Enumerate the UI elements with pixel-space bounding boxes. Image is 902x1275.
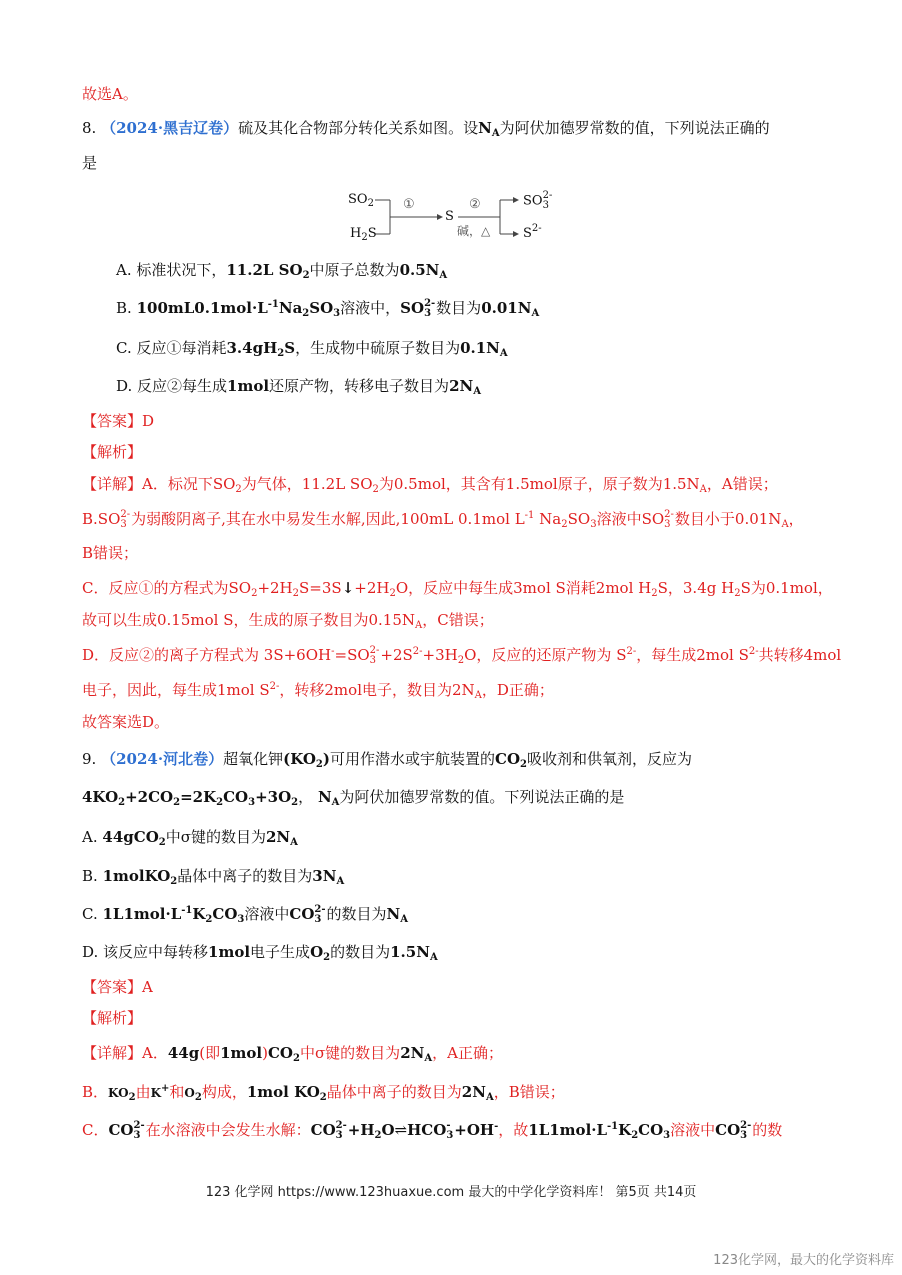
q9-analysis-heading: 【解析】 bbox=[82, 1009, 143, 1027]
q9-option-b: B. 1molKO$_2$晶体中离子的数目为$3N_A$ bbox=[82, 867, 345, 887]
step1-label: ① bbox=[403, 197, 415, 212]
q9-stem-line1: 9. （2024·河北卷）超氧化钾$(KO_2)$可用作潜水或宇航装置的$CO_2$吸收剂和供氧剂，反应为 bbox=[82, 750, 692, 770]
q9-answer: 【答案】A bbox=[82, 978, 153, 996]
step2-label: ② bbox=[469, 197, 481, 212]
q8-detail-c: C．反应①的方程式为$SO_2+2H_2S=3S↓+2H_2O$，反应中每生成3mol S消耗2mol $H_2S$，3.4g $H_2S$为0.1mol， bbox=[82, 579, 833, 599]
so3-label: SO 2- 3 bbox=[523, 190, 553, 211]
q9-detail-a: 【详解】A．44g(即$1mol)CO_2$中σ键的数目为$2N_A$，A正确； bbox=[82, 1044, 503, 1064]
q8-stem-line2: 是 bbox=[82, 154, 98, 172]
q9-detail-b: B．$KO_2$由K+和$O_2$构成，1mol $KO_2$晶体中离子的数目为$2N_A$，B错误； bbox=[82, 1083, 565, 1103]
q8-detail-b2: B错误； bbox=[82, 544, 139, 562]
page-footer: 123 化学网 https://www.123huaxue.com 最大的中学化学资料库！ 第5页 共14页 bbox=[205, 1185, 697, 1200]
q8-answer: 【答案】D bbox=[82, 412, 155, 430]
watermark: 123化学网，最大的化学资料库 bbox=[713, 1253, 894, 1268]
q8-detail-c2: 故可以生成0.15mol S，生成的原子数目为$0.15N_A$，C错误； bbox=[82, 611, 494, 631]
so2-label: $SO_2$ bbox=[348, 192, 374, 209]
s-label: S bbox=[445, 209, 454, 224]
q8-option-d: D. 反应②每生成1mol还原产物，转移电子数目为$2N_A$ bbox=[116, 377, 481, 397]
equilibrium-arrow-icon: ⇌ bbox=[394, 1121, 408, 1139]
q9-option-c: C. $1L1mol\cdot L^{-1}K_2CO_3$溶液中CO 2- 3 的数目为$N_A$ bbox=[82, 904, 409, 925]
q9-option-d: D. 该反应中每转移1mol电子生成$O_2$的数目为$1.5N_A$ bbox=[82, 943, 438, 963]
q8-detail-d2: 电子，因此，每生成1mol $S^{2-}$，转移2mol电子，数目为$2N_A$，D正确； bbox=[82, 681, 554, 701]
q9-detail-c: C．CO 2- 3 在水溶液中会发生水解：CO 2- 3 $+H_2O\rightleftharpoons HCO$ - 3 +OH-，故$1L1mol\cdot L^{-1}K_2CO_3$溶液中CO 2- 3 的数 bbox=[82, 1120, 783, 1141]
s2-label: $S^{2-}$ bbox=[523, 223, 542, 241]
condition-label: 碱，△ bbox=[457, 224, 491, 238]
q8-option-a: A. 标准状况下，11.2L $SO_2$中原子总数为$0.5N_A$ bbox=[116, 261, 448, 281]
q8-detail-b: B.SO 2- 3 为弱酸阴离子,其在水中易发生水解,因此,100mL 0.1mol $L^{-1}$ $Na_2SO_3$溶液中SO 2- 3 数目小于$0.01N_A$， bbox=[82, 509, 804, 530]
h2s-label: $H_2S$ bbox=[350, 226, 377, 243]
q8-stem-line1: 8. （2024·黑吉辽卷）硫及其化合物部分转化关系如图。设$N_A$为阿伏加德罗常数的值，下列说法正确的 bbox=[82, 119, 770, 139]
q8-analysis-heading: 【解析】 bbox=[82, 443, 143, 461]
sulfur-conversion-diagram bbox=[345, 186, 580, 244]
q8-conclusion: 故答案选D。 bbox=[82, 713, 170, 731]
q7-conclusion: 故选A。 bbox=[82, 85, 138, 103]
q9-option-a: A. 44gCO$_2$中σ键的数目为$2N_A$ bbox=[82, 828, 298, 848]
q8-detail-a: 【详解】A．标况下$SO_2$为气体，11.2L $SO_2$为0.5mol，其含有1.5mol原子，原子数为$1.5N_A$，A错误； bbox=[82, 475, 778, 495]
q9-stem-line2: $4KO_2+2CO_2=2K_2CO_3+3O_2$， $N_A$为阿伏加德罗常数的值。下列说法正确的是 bbox=[82, 788, 625, 808]
q8-option-b: B. $100mL0.1mol\cdot L^{-1}Na_2SO_3$溶液中，SO 2- 3 数目为$0.01N_A$ bbox=[116, 298, 540, 319]
q8-option-c: C. 反应①每消耗$3.4gH_2S$，生成物中硫原子数目为$0.1N_A$ bbox=[116, 339, 508, 359]
q8-detail-d: D．反应②的离子方程式为 3S+6OH-=SO 2- 3 $+2S^{2-}+3H_2O$，反应的还原产物为 $S^{2-}$，每生成2mol $S^{2-}$共转移4mol bbox=[82, 645, 842, 666]
